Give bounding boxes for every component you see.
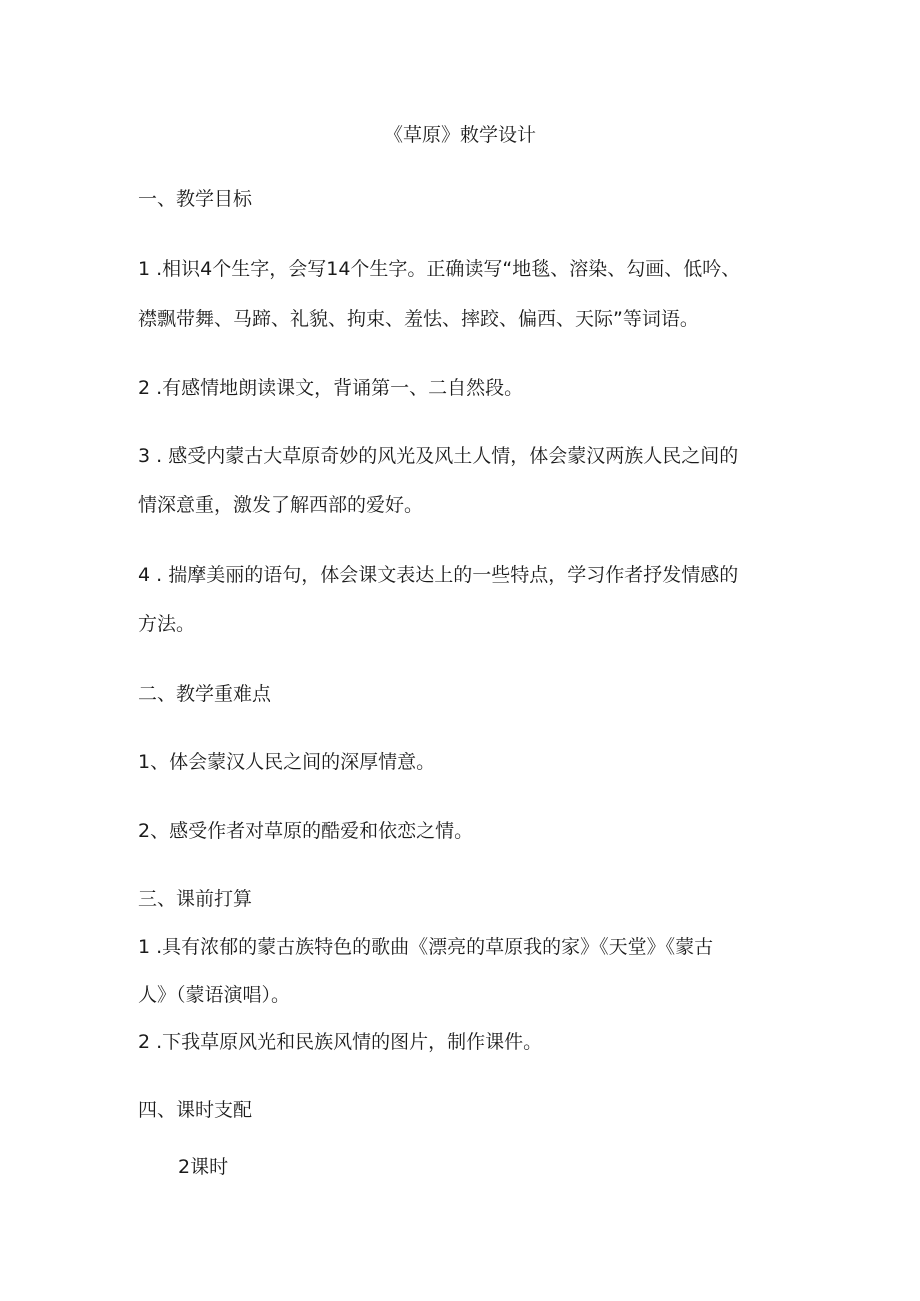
key-point-2: 2、感受作者对草原的酷爱和依恋之情。 xyxy=(138,820,474,842)
schedule-periods: 2课时 xyxy=(178,1156,229,1178)
objective-3-line-2: 情深意重，激发了解西部的爱好。 xyxy=(138,494,424,516)
section-heading-schedule: 四、课时支配 xyxy=(138,1099,253,1121)
objective-1-line-2: 襟飘带舞、马蹄、礼貌、拘束、羞怯、摔跤、偏西、天际”等词语。 xyxy=(138,308,699,330)
objective-2-line-1: 2 .有感情地朗读课文，背诵第一、二自然段。 xyxy=(138,377,524,399)
objective-1-line-1: 1 .相识4个生字，会写14个生字。正确读写“地毯、溶染、勾画、低吟、 xyxy=(138,258,741,280)
objective-4-line-1: 4 . 揣摩美丽的语句，体会课文表达上的一些特点，学习作者抒发情感的 xyxy=(138,564,739,586)
document-title: 《草原》敕学设计 xyxy=(383,124,536,146)
key-point-1: 1、体会蒙汉人民之间的深厚情意。 xyxy=(138,751,436,773)
preparation-1-line-1: 1 .具有浓郁的蒙古族特色的歌曲《漂亮的草原我的家》《天堂》《蒙古 xyxy=(138,936,714,958)
preparation-1-line-2: 人》（蒙语演唱）。 xyxy=(138,984,291,1006)
section-heading-objectives: 一、教学目标 xyxy=(138,188,253,210)
preparation-2-line-1: 2 .下我草原风光和民族风情的图片，制作课件。 xyxy=(138,1031,543,1053)
section-heading-key-points: 二、教学重难点 xyxy=(138,683,272,705)
objective-4-line-2: 方法。 xyxy=(138,613,196,635)
section-heading-preparation: 三、课前打算 xyxy=(138,888,253,910)
objective-3-line-1: 3 . 感受内蒙古大草原奇妙的风光及风土人情，体会蒙汉两族人民之间的 xyxy=(138,445,739,467)
